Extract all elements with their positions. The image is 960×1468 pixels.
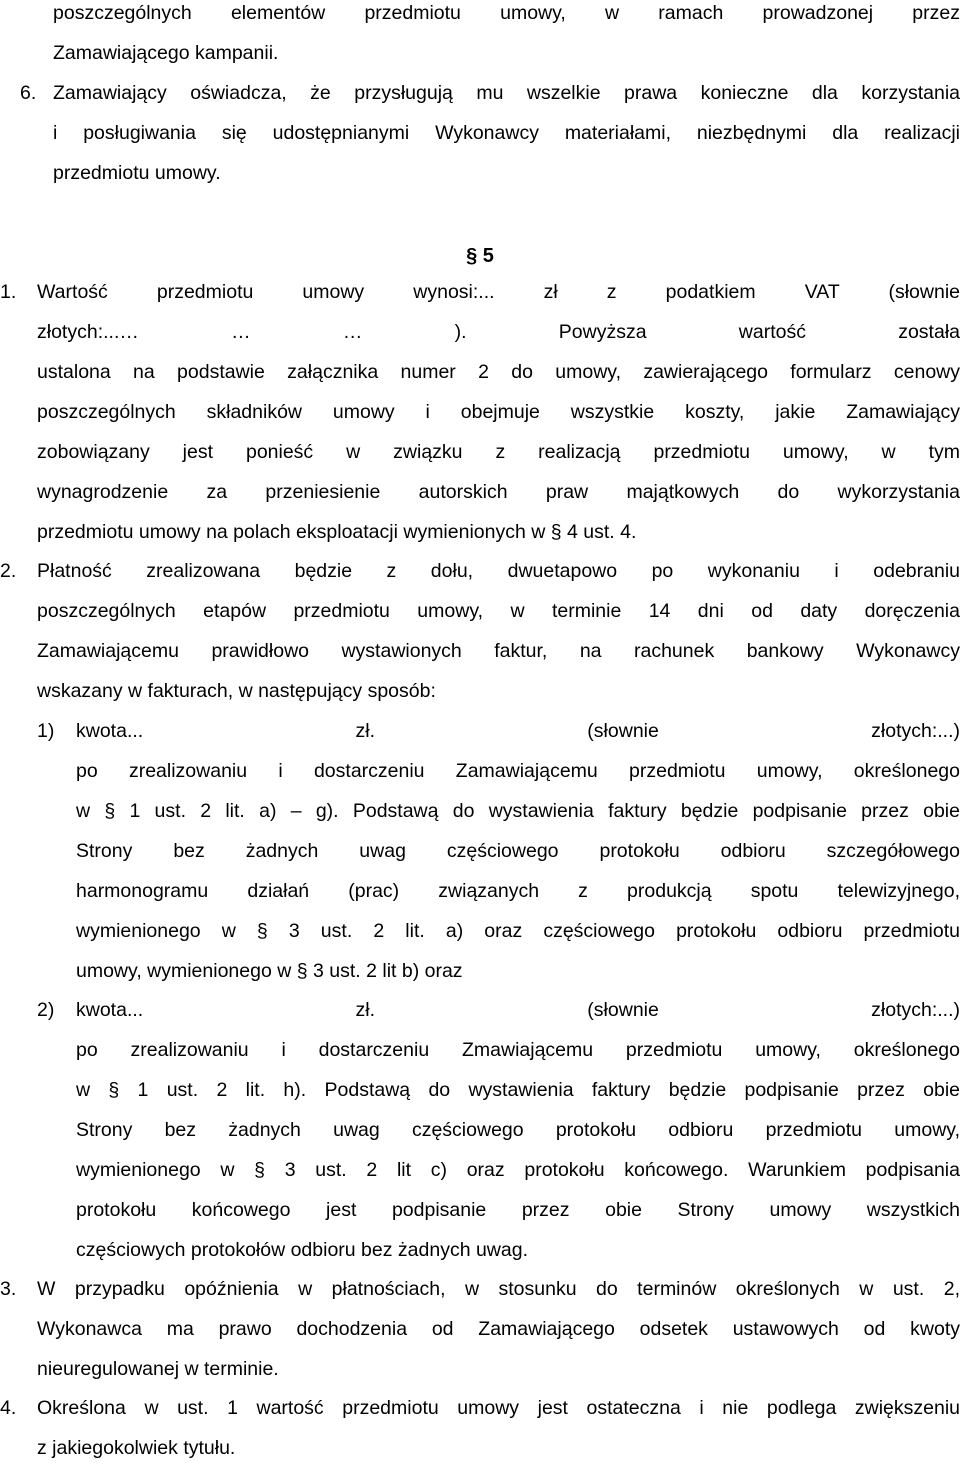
intro-paragraph (53, 0, 960, 73)
text-line: po zrealizowaniu i dostarczeniu Zmawiającemu przedmiotu umowy, określonego (76, 1039, 960, 1061)
paragraph-2 (37, 551, 960, 711)
text-line: harmonogramu działań (prac) związanych z produkcją spotu telewizyjnego, (76, 880, 960, 902)
text-line: w § 1 ust. 2 lit. a) – g). Podstawą do wystawienia faktury będzie podpisanie przez obie (76, 800, 960, 822)
text-line: kwota... zł. (słownie złotych:...) (76, 720, 960, 742)
text-line: zobowiązany jest ponieść w związku z realizacją przedmiotu umowy, w tym (37, 441, 960, 463)
text-line: Strony bez żadnych uwag częściowego protokołu odbioru przedmiotu umowy, (76, 1119, 960, 1141)
paragraph-4 (37, 1388, 960, 1468)
text-line: wymienionego w § 3 ust. 2 lit. a) oraz częściowego protokołu odbioru przedmiotu (76, 920, 960, 942)
text-line: ustalona na podstawie załącznika numer 2 do umowy, zawierającego formularz cenowy (37, 361, 960, 383)
text-line: poszczególnych elementów przedmiotu umowy, w ramach prowadzonej przez (53, 2, 960, 24)
point-number: 3. (0, 1278, 17, 1300)
text-line: wskazany w fakturach, w następujący sposób: (37, 680, 436, 702)
text-line: złotych:...… … … ). Powyższa wartość została (37, 321, 960, 343)
payment-item-2 (76, 990, 960, 1270)
text-line: przedmiotu umowy na polach eksploatacji wymienionych w § 4 ust. 4. (37, 521, 637, 543)
text-line: wynagrodzenie za przeniesienie autorskich praw majątkowych do wykorzystania (37, 481, 960, 503)
text-line: z jakiegokolwiek tytułu. (37, 1437, 236, 1459)
section-heading: § 5 (466, 245, 494, 267)
text-line: Określona w ust. 1 wartość przedmiotu umowy jest ostateczna i nie podlega zwiększeniu (37, 1397, 960, 1419)
text-line: poszczególnych etapów przedmiotu umowy, w terminie 14 dni od daty doręczenia (37, 600, 960, 622)
text-line: W przypadku opóźnienia w płatnościach, w stosunku do terminów określonych w ust. 2, (37, 1278, 960, 1300)
payment-item-1 (76, 711, 960, 991)
list-item-number: 2) (37, 999, 55, 1021)
text-line: Strony bez żadnych uwag częściowego protokołu odbioru szczegółowego (76, 840, 960, 862)
text-line: Zamawiającego kampanii. (53, 42, 279, 64)
text-line: nieuregulowanej w terminie. (37, 1358, 279, 1380)
paragraph-1 (37, 272, 960, 552)
text-line: po zrealizowaniu i dostarczeniu Zamawiającemu przedmiotu umowy, określonego (76, 760, 960, 782)
point-number: 2. (0, 560, 17, 582)
text-line: Zamawiający oświadcza, że przysługują mu wszelkie prawa konieczne dla korzystania (53, 82, 960, 104)
text-line: częściowych protokołów odbioru bez żadnych uwag. (76, 1239, 528, 1261)
text-line: wymienionego w § 3 ust. 2 lit c) oraz protokołu końcowego. Warunkiem podpisania (76, 1159, 960, 1181)
text-line: i posługiwania się udostępnianymi Wykonawcy materiałami, niezbędnymi dla realizacji (53, 122, 960, 144)
text-line: w § 1 ust. 2 lit. h). Podstawą do wystawienia faktury będzie podpisanie przez obie (76, 1079, 960, 1101)
text-line: umowy, wymienionego w § 3 ust. 2 lit b) oraz (76, 960, 463, 982)
paragraph-6 (53, 73, 960, 193)
text-line: protokołu końcowego jest podpisanie przez obie Strony umowy wszystkich (76, 1199, 960, 1221)
point-number: 1. (0, 281, 17, 303)
text-line: poszczególnych składników umowy i obejmuje wszystkie koszty, jakie Zamawiający (37, 401, 960, 423)
text-line: Wartość przedmiotu umowy wynosi:... zł z podatkiem VAT (słownie (37, 281, 960, 303)
point-number: 6. (20, 82, 37, 104)
list-item-number: 1) (37, 720, 55, 742)
text-line: Płatność zrealizowana będzie z dołu, dwuetapowo po wykonaniu i odebraniu (37, 560, 960, 582)
text-line: Zamawiającemu prawidłowo wystawionych faktur, na rachunek bankowy Wykonawcy (37, 640, 960, 662)
paragraph-3 (37, 1269, 960, 1389)
text-line: przedmiotu umowy. (53, 162, 221, 184)
text-line: kwota... zł. (słownie złotych:...) (76, 999, 960, 1021)
text-line: Wykonawca ma prawo dochodzenia od Zamawiającego odsetek ustawowych od kwoty (37, 1318, 960, 1340)
point-number: 4. (0, 1397, 17, 1419)
